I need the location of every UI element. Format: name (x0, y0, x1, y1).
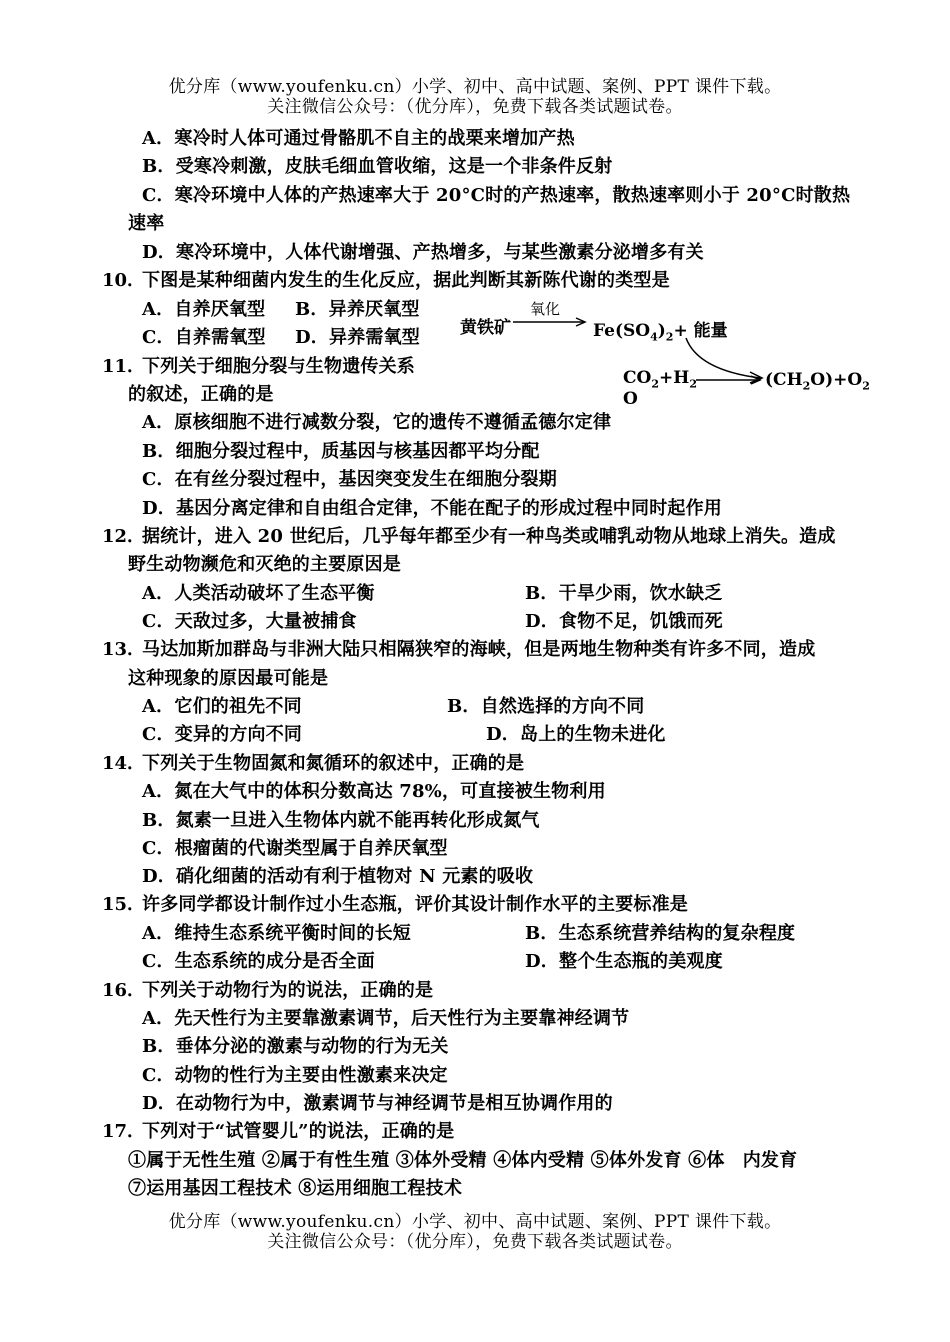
q10-option-d: D．异养需氧型 (295, 327, 421, 348)
q11-stem-line1: 下列关于细胞分裂与生物遗传关系 (142, 356, 415, 377)
q12-stem-line2: 野生动物濒危和灭绝的主要原因是 (128, 554, 401, 575)
q13-option-b: B．自然选择的方向不同 (447, 696, 645, 717)
q17-number: 17． (102, 1121, 146, 1142)
q11-option-c: C．在有丝分裂过程中，基因突变发生在细胞分裂期 (142, 469, 557, 490)
q14-option-b: B．氮素一旦进入生物体内就不能再转化形成氮气 (142, 810, 540, 831)
q14-stem: 下列关于生物固氮和氮循环的叙述中，正确的是 (142, 753, 525, 774)
q11-stem-line2: 的叙述，正确的是 (128, 384, 274, 405)
q13-option-a: A．它们的祖先不同 (142, 696, 302, 717)
q14-option-a: A．氮在大气中的体积分数高达 78%，可直接被生物利用 (142, 781, 606, 802)
q9-option-c-line2: 速率 (128, 213, 165, 234)
q10-option-a: A．自养厌氧型 (142, 299, 266, 320)
q14-option-d: D．硝化细菌的活动有利于植物对 N 元素的吸收 (142, 866, 534, 887)
figure-result: $(CH_2O)+O_2$ (765, 370, 870, 393)
q10-option-c: C．自养需氧型 (142, 327, 266, 348)
q10-stem: 下图是某种细菌内发生的生化反应，据此判断其新陈代谢的类型是 (142, 270, 670, 291)
q12-option-d: D．食物不足，饥饿而死 (525, 611, 723, 632)
q9-option-b: B．受寒冷刺激，皮肤毛细血管收缩，这是一个非条件反射 (142, 156, 613, 177)
q17-stem: 下列对于“试管婴儿”的说法，正确的是 (142, 1121, 455, 1142)
q16-option-d: D．在动物行为中，激素调节与神经调节是相互协调作用的 (142, 1093, 613, 1114)
q15-stem: 许多同学都设计制作过小生态瓶，评价其设计制作水平的主要标准是 (142, 894, 688, 915)
q11-option-d: D．基因分离定律和自由组合定律，不能在配子的形成过程中同时起作用 (142, 498, 723, 519)
q13-number: 13． (102, 639, 146, 660)
q13-option-d: D．岛上的生物未进化 (486, 724, 666, 745)
figure-arrow-1 (512, 316, 588, 328)
figure-condition: 氧化 (530, 300, 561, 318)
q15-option-c: C．生态系统的成分是否全面 (142, 951, 375, 972)
header-line-2: 关注微信公众号：（优分库），免费下载各类试题试卷。 (267, 97, 683, 117)
q13-option-c: C．变异的方向不同 (142, 724, 303, 745)
q9-option-c-line1: C．寒冷环境中人体的产热速率大于 20°C时的产热速率，散热速率则小于 20°C时散热 (142, 185, 851, 206)
q10-option-b: B．异养厌氧型 (295, 299, 420, 320)
q16-stem: 下列关于动物行为的说法，正确的是 (142, 980, 434, 1001)
q16-option-c: C．动物的性行为主要由性激素来决定 (142, 1065, 448, 1086)
header-line-1: 优分库（www.youfenku.cn）小学、初中、高中试题、案例、PPT 课件下载。 (168, 77, 782, 97)
q9-option-d: D．寒冷环境中，人体代谢增强、产热增多，与某些激素分泌增多有关 (142, 242, 704, 263)
q12-option-a: A．人类活动破坏了生态平衡 (142, 583, 375, 604)
q15-option-b: B．生态系统营养结构的复杂程度 (525, 923, 796, 944)
q12-option-b: B．干旱少雨，饮水缺乏 (525, 583, 723, 604)
q15-number: 15． (102, 894, 146, 915)
q16-option-a: A．先天性行为主要靠激素调节，后天性行为主要靠神经调节 (142, 1008, 630, 1029)
q17-options-line2: ⑦运用基因工程技术 ⑧运用细胞工程技术 (128, 1178, 463, 1199)
q14-option-c: C．根瘤菌的代谢类型属于自养厌氧型 (142, 838, 448, 859)
q12-stem-line1: 据统计，进入 20 世纪后，几乎每年都至少有一种鸟类或哺乳动物从地球上消失。造成 (142, 526, 836, 547)
q13-stem-line1: 马达加斯加群岛与非洲大陆只相隔狭窄的海峡，但是两地生物种类有许多不同，造成 (142, 639, 816, 660)
footer-line-1: 优分库（www.youfenku.cn）小学、初中、高中试题、案例、PPT 课件下载。 (168, 1212, 782, 1232)
q15-option-d: D．整个生态瓶的美观度 (525, 951, 723, 972)
q10-number: 10． (102, 270, 146, 291)
footer-line-2: 关注微信公众号：（优分库），免费下载各类试题试卷。 (267, 1232, 683, 1252)
figure-o: O (623, 389, 638, 409)
q16-option-b: B．垂体分泌的激素与动物的行为无关 (142, 1036, 449, 1057)
figure-arrow-2 (695, 374, 763, 386)
q13-stem-line2: 这种现象的原因最可能是 (128, 668, 329, 689)
q14-number: 14． (102, 753, 146, 774)
q15-option-a: A．维持生态系统平衡时间的长短 (142, 923, 411, 944)
q9-option-a: A．寒冷时人体可通过骨骼肌不自主的战栗来增加产热 (142, 128, 575, 149)
q12-number: 12． (102, 526, 146, 547)
q16-number: 16． (102, 980, 146, 1001)
figure-product: $Fe(SO_4)_2+$ 能量 (593, 321, 728, 344)
q11-number: 11． (102, 356, 146, 377)
q12-option-c: C．天敌过多，大量被捕食 (142, 611, 357, 632)
q11-option-b: B．细胞分裂过程中，质基因与核基因都平均分配 (142, 441, 540, 462)
figure-co2-h2: $CO_2+H_2$ (623, 368, 697, 391)
figure-reactant: 黄铁矿 (460, 318, 511, 338)
q17-options-line1: ①属于无性生殖 ②属于有性生殖 ③体外受精 ④体内受精 ⑤体外发育 ⑥体 内发育 (128, 1150, 798, 1171)
q11-option-a: A．原核细胞不进行减数分裂，它的遗传不遵循孟德尔定律 (142, 412, 612, 433)
